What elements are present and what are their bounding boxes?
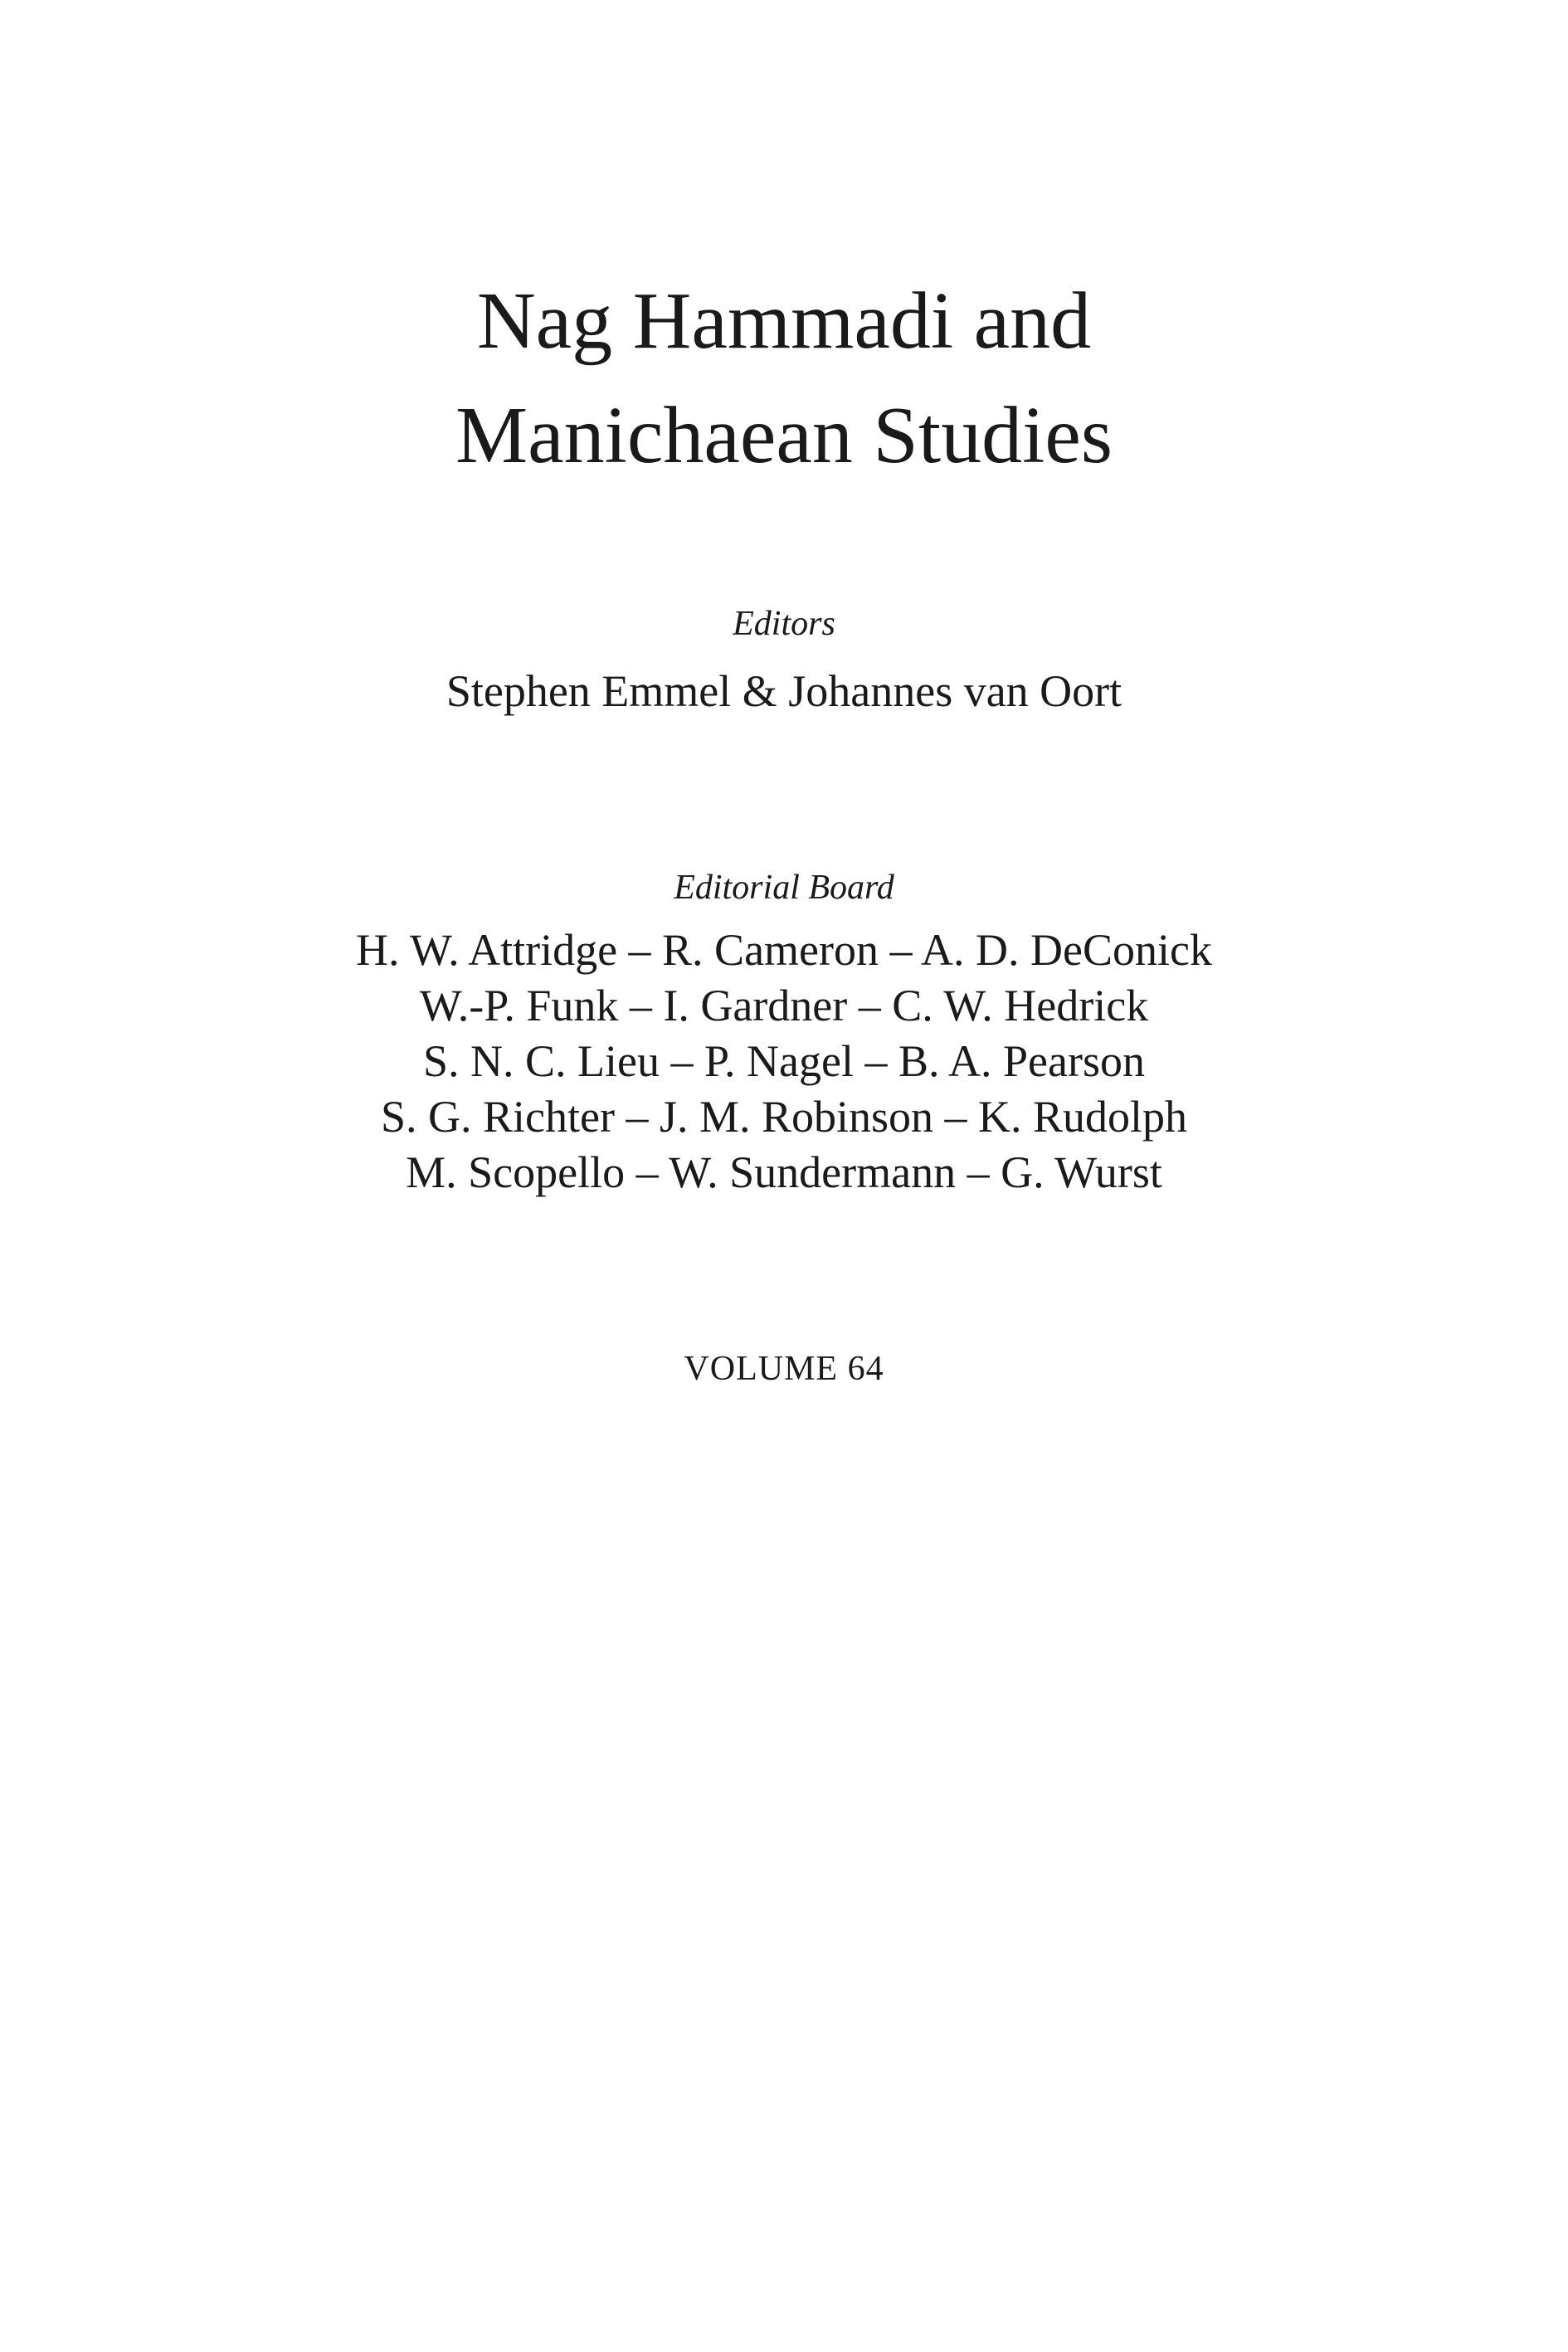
editorial-board-line-2: W.-P. Funk – I. Gardner – C. W. Hedrick	[419, 981, 1149, 1030]
editors-label: Editors	[733, 605, 835, 643]
series-title-line-1: Nag Hammadi and	[476, 276, 1092, 366]
editorial-board-line-5: M. Scopello – W. Sundermann – G. Wurst	[406, 1147, 1162, 1197]
editors-names: Stephen Emmel & Johannes van Oort	[446, 666, 1122, 716]
volume-number: VOLUME 64	[684, 1350, 884, 1388]
series-title	[0, 264, 1568, 493]
editorial-board-line-1: H. W. Attridge – R. Cameron – A. D. DeConick	[356, 925, 1212, 975]
editorial-board-label: Editorial Board	[674, 869, 894, 907]
series-title-line-2: Manichaean Studies	[455, 391, 1113, 480]
editorial-board-list	[0, 923, 1568, 1200]
editorial-board-line-3: S. N. C. Lieu – P. Nagel – B. A. Pearson	[423, 1036, 1145, 1086]
editorial-board-line-4: S. G. Richter – J. M. Robinson – K. Rudolph	[380, 1092, 1188, 1142]
